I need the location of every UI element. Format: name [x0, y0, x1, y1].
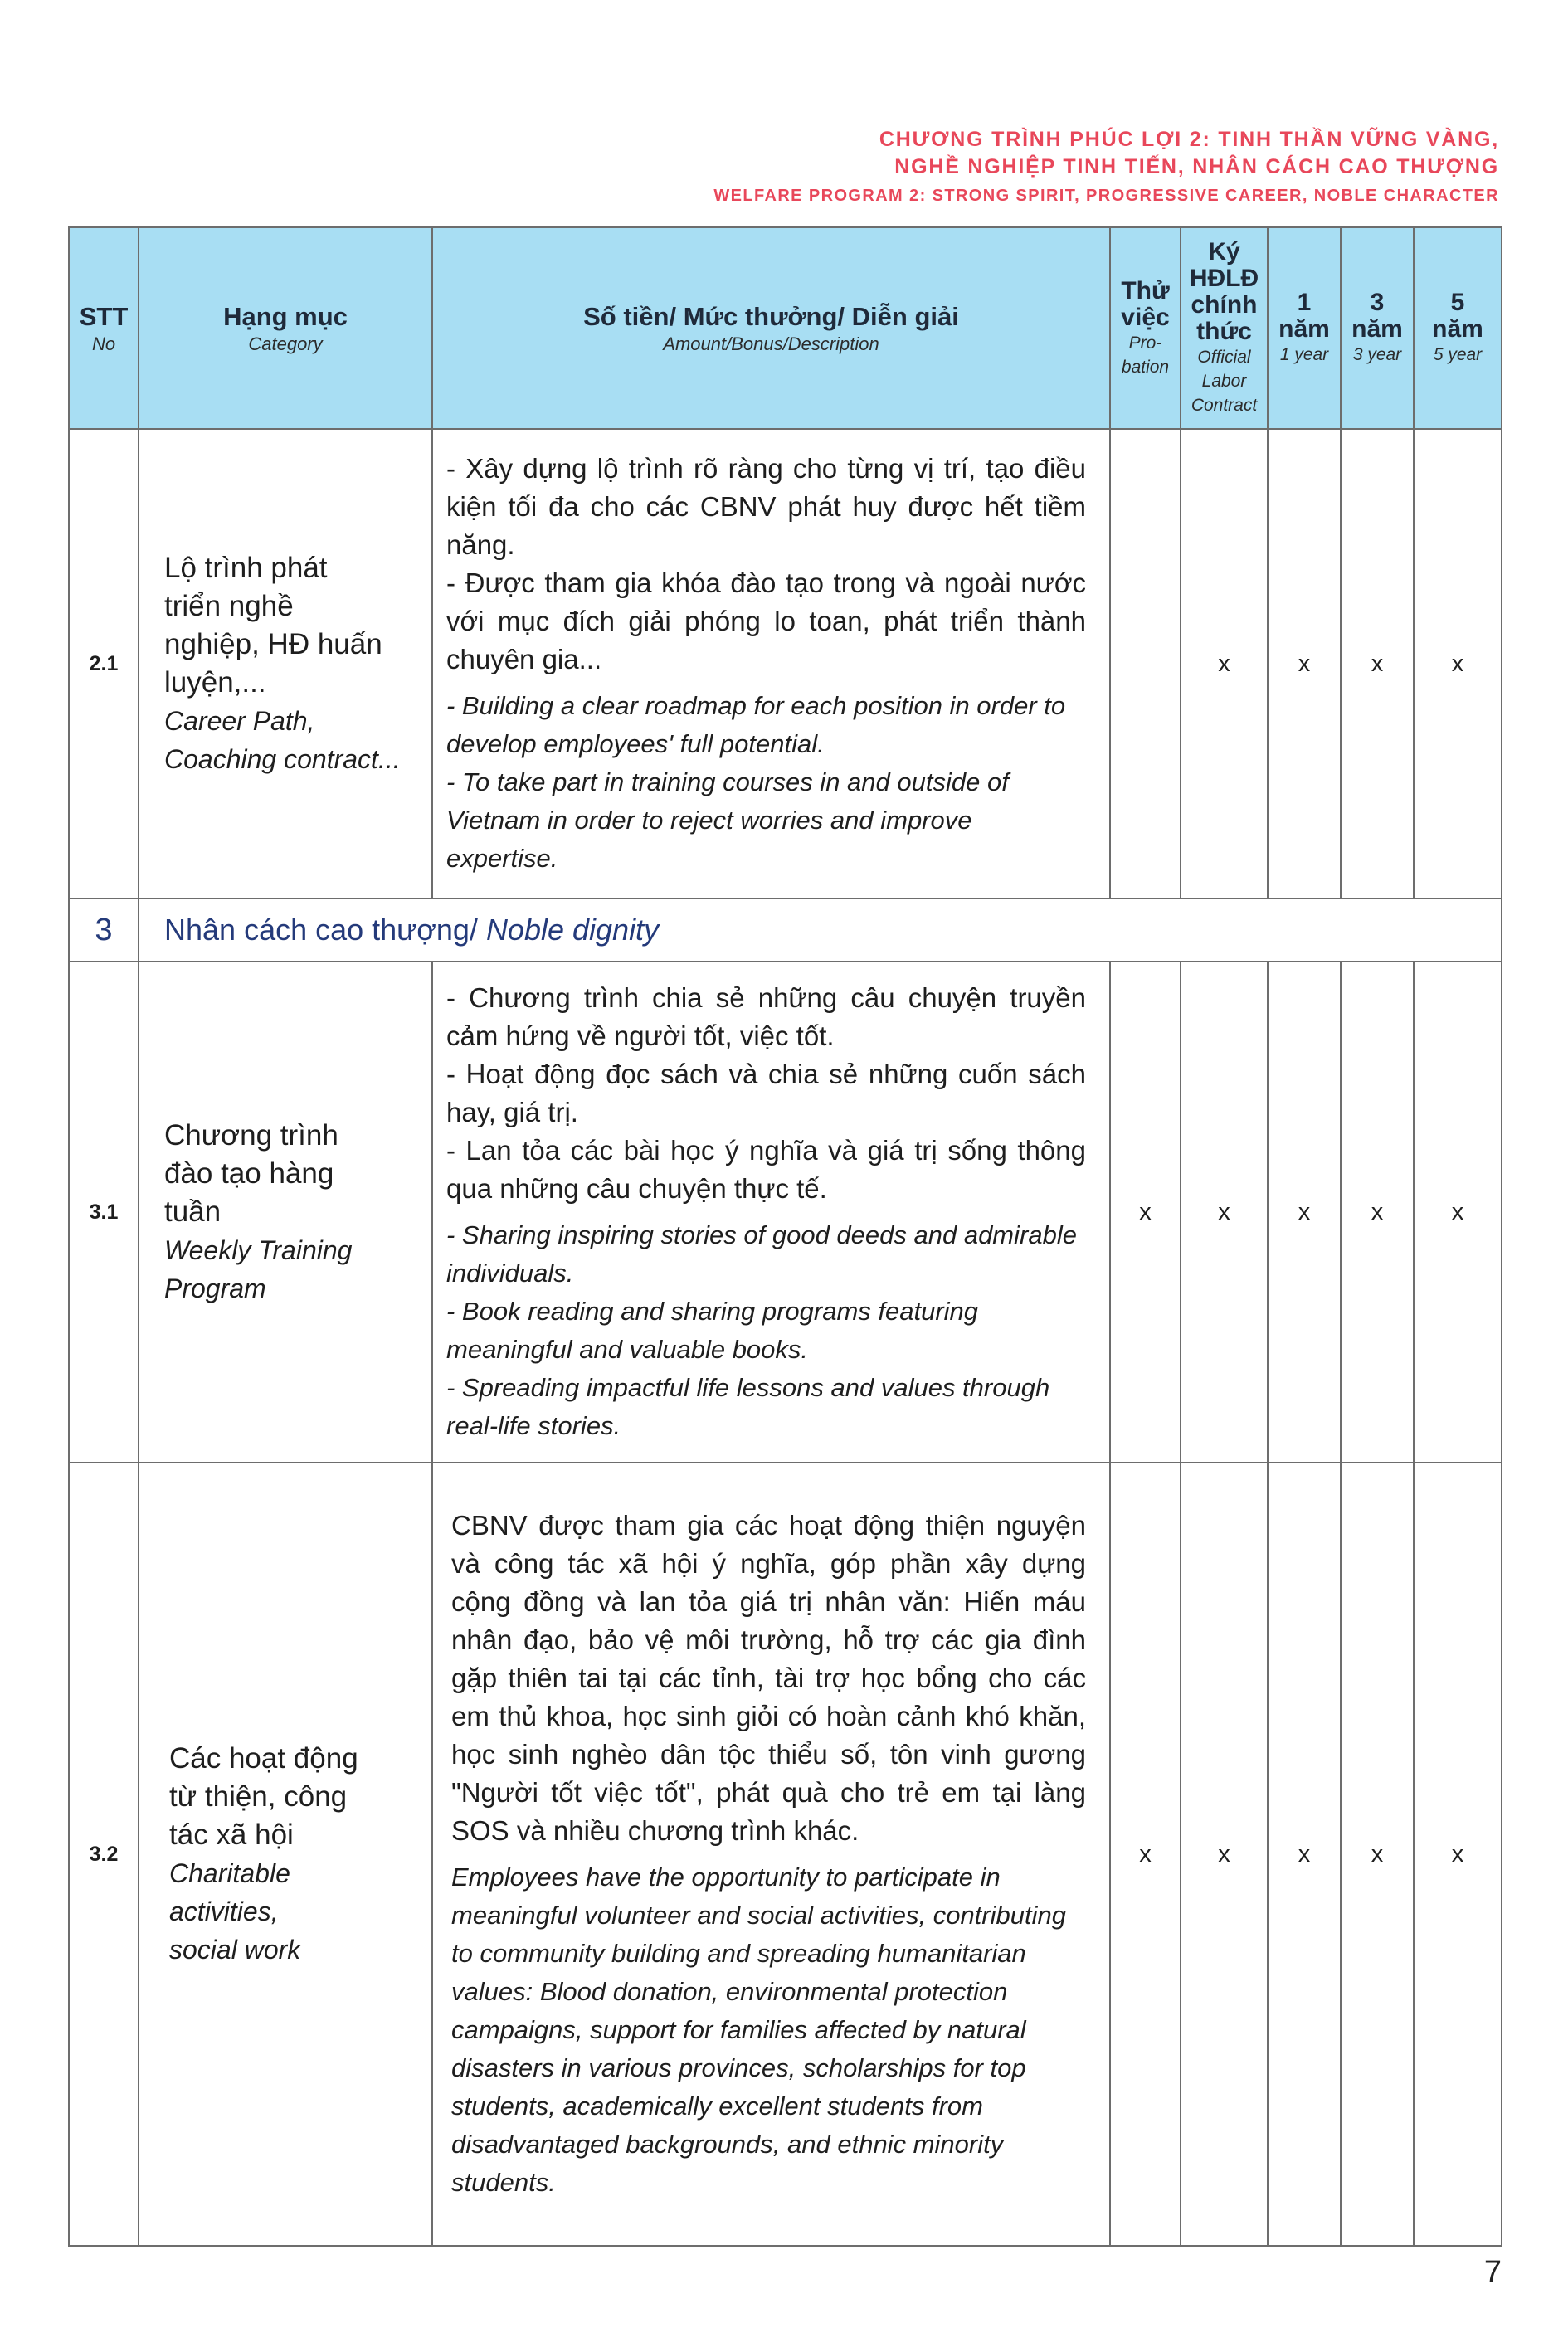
description-vi-item: - Xây dựng lộ trình rõ ràng cho từng vị trí, tạo điều kiện tối đa cho các CBNV phát huy được hết tiềm năng.	[446, 453, 1086, 560]
row-category	[139, 429, 432, 898]
table-row	[69, 429, 1502, 898]
col-probation-vi-1: Thử	[1121, 276, 1170, 304]
mark-5-year: x	[1414, 1463, 1502, 2246]
col-y5-vi-1: 5	[1450, 289, 1465, 316]
col-header-official-contract	[1181, 227, 1268, 429]
row-description	[432, 1463, 1110, 2246]
col-probation-vi-2: việc	[1121, 303, 1170, 331]
description-en-item: - Book reading and sharing programs featuring meaningful and valuable books.	[446, 1297, 979, 1364]
col-category-vi: Hạng mục	[223, 301, 348, 331]
category-en-line: Career Path,	[164, 706, 315, 736]
category-en-line: social work	[169, 1935, 301, 1965]
description-en-item: Employees have the opportunity to participate in meaningful volunteer and social activities, contributing to community building and spreading humanitarian values: Blood donation, environmental protection campaigns, support for families affected by natural disasters in various provinces, scholarships for top students, academically excellent students from disadvantaged backgrounds, and ethnic minority students.	[451, 1863, 1066, 2197]
category-vi-line: nghiệp, HĐ huấn	[164, 628, 382, 660]
col-header-stt	[69, 227, 139, 429]
header-title-line-1: CHƯƠNG TRÌNH PHÚC LỢI 2: TINH THẦN VỮNG VÀNG,	[879, 128, 1499, 151]
category-vi-line: tác xã hội	[169, 1819, 294, 1851]
col-description-vi: Số tiền/ Mức thưởng/ Diễn giải	[583, 301, 959, 331]
col-y3-vi-2: năm	[1351, 315, 1403, 343]
document-header	[713, 126, 1499, 208]
mark-probation	[1110, 429, 1181, 898]
section-title-vi: Nhân cách cao thượng/	[164, 913, 486, 947]
section-title	[139, 898, 1502, 962]
row-number: 2.1	[69, 429, 139, 898]
description-vi-item: - Hoạt động đọc sách và chia sẻ những cuốn sách hay, giá trị.	[446, 1059, 1086, 1127]
category-en-line: Weekly Training	[164, 1235, 353, 1265]
col-y5-en: 5 year	[1433, 345, 1483, 364]
section-number: 3	[69, 898, 139, 962]
category-vi-line: đào tạo hàng	[164, 1157, 334, 1190]
mark-probation: x	[1110, 962, 1181, 1463]
mark-1-year: x	[1268, 429, 1341, 898]
page-number: 7	[1483, 2255, 1502, 2290]
col-stt-vi: STT	[79, 301, 129, 331]
description-en-item: - Sharing inspiring stories of good deeds and admirable individuals.	[446, 1220, 1077, 1288]
mark-5-year: x	[1414, 962, 1502, 1463]
col-probation-en-1: Pro-	[1128, 333, 1162, 353]
col-y3-en: 3 year	[1352, 345, 1402, 364]
mark-official-contract: x	[1181, 962, 1268, 1463]
mark-5-year: x	[1414, 429, 1502, 898]
col-y3-vi-1: 3	[1370, 289, 1385, 316]
row-number: 3.1	[69, 962, 139, 1463]
category-vi-line: Các hoạt động	[169, 1742, 358, 1775]
mark-3-year: x	[1341, 962, 1414, 1463]
category-vi-line: Chương trình	[164, 1119, 338, 1152]
col-probation-en-2: bation	[1121, 357, 1170, 377]
category-en-line: Charitable	[169, 1858, 290, 1888]
category-en-line: activities,	[169, 1897, 279, 1926]
description-vi-item: - Lan tỏa các bài học ý nghĩa và giá trị sống thông qua những câu chuyện thực tế.	[446, 1135, 1086, 1204]
row-description	[432, 962, 1110, 1463]
mark-3-year: x	[1341, 429, 1414, 898]
col-official-en-2: Labor	[1201, 372, 1247, 391]
row-description	[432, 429, 1110, 898]
col-official-en-1: Official	[1197, 348, 1251, 367]
category-vi-line: tuần	[164, 1195, 222, 1228]
description-en-item: - To take part in training courses in and outside of Vietnam in order to reject worries and improve expertise.	[446, 767, 1009, 873]
category-vi-line: Lộ trình phát	[164, 552, 328, 584]
col-official-vi-4: thức	[1196, 318, 1252, 345]
col-header-1-year	[1268, 227, 1341, 429]
col-header-category	[139, 227, 432, 429]
description-vi-item: - Chương trình chia sẻ những câu chuyện truyền cảm hứng về người tốt, việc tốt.	[446, 982, 1086, 1051]
mark-official-contract: x	[1181, 1463, 1268, 2246]
header-title-english: WELFARE PROGRAM 2: STRONG SPIRIT, PROGRESSIVE CAREER, NOBLE CHARACTER	[713, 187, 1499, 205]
col-official-en-3: Contract	[1191, 396, 1258, 415]
description-en-item: - Spreading impactful life lessons and values through real-life stories.	[446, 1373, 1050, 1440]
header-title-line-2: NGHỀ NGHIỆP TINH TIẾN, NHÂN CÁCH CAO THƯỢNG	[894, 155, 1499, 178]
mark-official-contract: x	[1181, 429, 1268, 898]
col-official-vi-1: Ký	[1208, 238, 1240, 265]
col-y5-vi-2: năm	[1432, 315, 1483, 343]
col-category-en: Category	[248, 333, 323, 354]
row-category	[139, 1463, 432, 2246]
mark-probation: x	[1110, 1463, 1181, 2246]
category-vi-line: luyện,...	[164, 666, 266, 699]
col-header-3-year	[1341, 227, 1414, 429]
mark-3-year: x	[1341, 1463, 1414, 2246]
description-vi-item: - Được tham gia khóa đào tạo trong và ngoài nước với mục đích giải phóng lo toan, phát triển thành chuyên gia...	[446, 567, 1086, 674]
col-description-en: Amount/Bonus/Description	[663, 333, 879, 354]
col-y1-vi-2: năm	[1278, 315, 1330, 343]
row-category	[139, 962, 432, 1463]
col-stt-en: No	[91, 333, 116, 354]
section-row	[69, 898, 1502, 962]
mark-1-year: x	[1268, 962, 1341, 1463]
col-header-description	[432, 227, 1110, 429]
section-title-en: Noble dignity	[485, 913, 660, 947]
col-y1-vi-1: 1	[1297, 289, 1312, 316]
col-official-vi-2: HĐLĐ	[1189, 265, 1259, 292]
col-y1-en: 1 year	[1279, 345, 1329, 364]
category-en-line: Program	[164, 1273, 266, 1303]
table-header-row	[69, 227, 1502, 429]
category-vi-line: triển nghề	[164, 590, 294, 622]
col-official-vi-3: chính	[1191, 291, 1258, 319]
welfare-table	[68, 226, 1502, 2247]
table-row	[69, 1463, 1502, 2246]
category-en-line: Coaching contract...	[164, 744, 401, 774]
category-vi-line: từ thiện, công	[169, 1780, 348, 1813]
description-en-item: - Building a clear roadmap for each position in order to develop employees' full potential.	[446, 691, 1066, 758]
description-vi-item: CBNV được tham gia các hoạt động thiện nguyện và công tác xã hội ý nghĩa, góp phần xây dựng cộng đồng và lan tỏa giá trị nhân văn: Hiến máu nhân đạo, bảo vệ môi trường, hỗ trợ các gia đình gặp thiên tai tại các tỉnh, tài trợ học bổng cho các em thủ khoa, học sinh giỏi có hoàn cảnh khó khăn, học sinh nghèo dân tộc thiểu số, tôn vinh gương "Người tốt việc tốt", phát quà cho trẻ em tại làng SOS và nhiều chương trình khác.	[451, 1510, 1086, 1846]
mark-1-year: x	[1268, 1463, 1341, 2246]
col-header-probation	[1110, 227, 1181, 429]
col-header-5-year	[1414, 227, 1502, 429]
table-row	[69, 962, 1502, 1463]
row-number: 3.2	[69, 1463, 139, 2246]
